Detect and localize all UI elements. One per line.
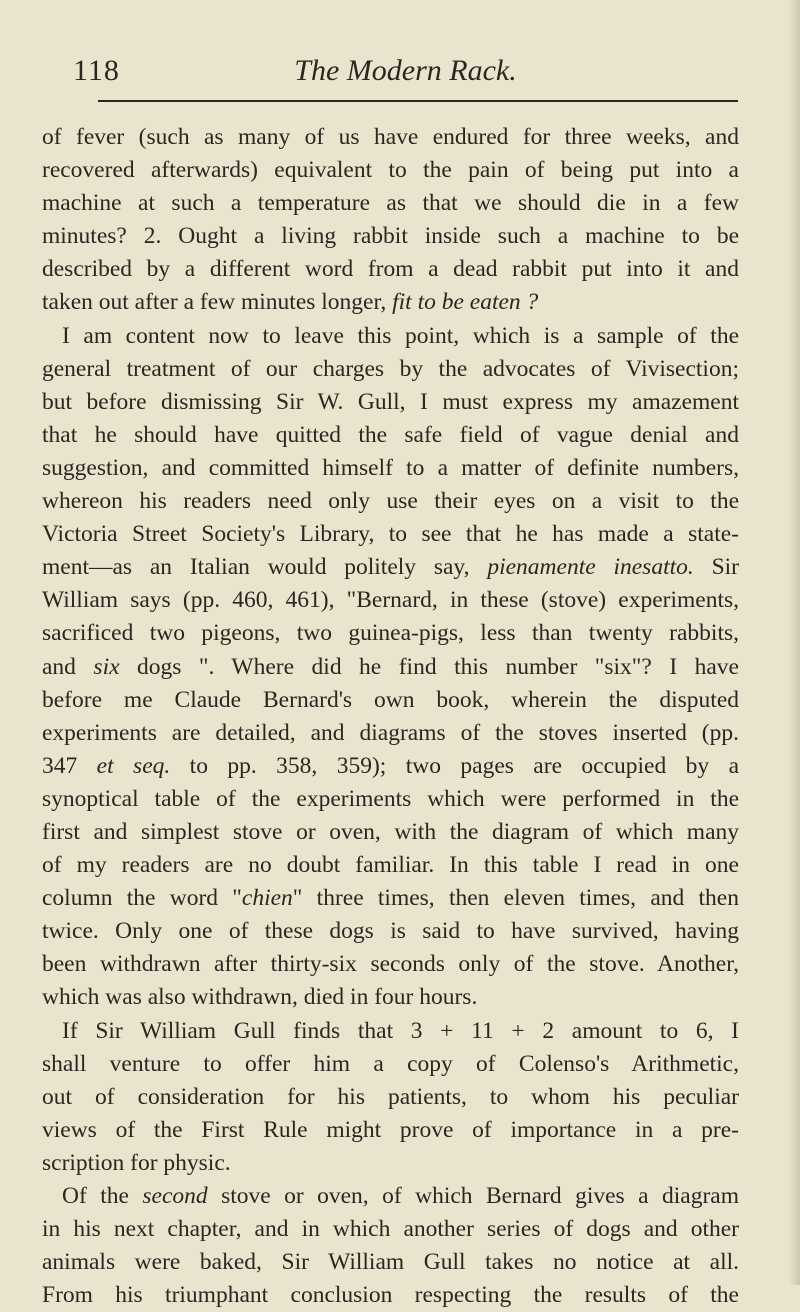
- line-text: William says (pp. 460, 461), "Bernard, in these (stove) experiments,: [42, 587, 739, 614]
- text-line: [42, 485, 739, 518]
- italic-text: chien: [241, 885, 293, 912]
- line-text: " three times, then eleven times, and then: [292, 885, 739, 912]
- text-line: [42, 849, 739, 882]
- text-line: [42, 948, 739, 981]
- text-line: [42, 551, 739, 584]
- text-line: [42, 154, 739, 187]
- italic-text: fit to be eaten ?: [392, 289, 539, 316]
- line-text: general treatment of our charges by the advocates of Vivisection;: [42, 355, 739, 382]
- text-line: [42, 320, 739, 353]
- text-line: [42, 253, 739, 286]
- text-line: [42, 386, 739, 419]
- line-text: recovered afterwards) equivalent to the pain of being put into a: [42, 157, 739, 184]
- line-text: ment—as an Italian would politely say,: [42, 554, 488, 581]
- line-text: dogs ". Where did he find this number "six"? I have: [119, 653, 739, 680]
- italic-text: six: [93, 653, 120, 680]
- line-text: suggestion, and committed himself to a matter of definite numbers,: [42, 454, 739, 481]
- text-line: [42, 286, 739, 319]
- line-text: been withdrawn after thirty-six seconds only of the stove. Another,: [42, 951, 739, 978]
- text-line: [42, 1114, 739, 1147]
- line-text: in his next chapter, and in which another series of dogs and other: [42, 1216, 739, 1243]
- line-text: Victoria Street Society's Library, to see that he has made a state-: [42, 521, 739, 548]
- line-text: synoptical table of the experiments which were performed in the: [42, 785, 739, 812]
- running-title: The Modern Rack.: [294, 54, 517, 87]
- text-line: [42, 783, 739, 816]
- line-text: Of the: [62, 1183, 143, 1209]
- text-line: [42, 1279, 739, 1312]
- text-line: [42, 452, 739, 485]
- italic-text: pienamente inesatto.: [487, 554, 694, 581]
- text-line: [42, 717, 739, 750]
- text-line: [42, 651, 739, 684]
- line-text: of my readers are no doubt familiar. In this table I read in one: [42, 852, 739, 879]
- italic-text: et seq.: [96, 752, 171, 779]
- line-text: of fever (such as many of us have endured for three weeks, and: [42, 124, 739, 150]
- line-text: views of the First Rule might prove of importance in a pre-: [42, 1116, 739, 1143]
- line-text: to pp. 358, 359); two pages are occupied by a: [170, 752, 739, 779]
- line-text: before me Claude Bernard's own book, wherein the disputed: [42, 686, 739, 713]
- line-text: From his triumphant conclusion respecting the results of the: [42, 1282, 739, 1309]
- text-line: [42, 220, 739, 253]
- line-text: column the word ": [42, 885, 242, 912]
- text-line: [42, 1081, 739, 1114]
- text-line: [42, 353, 739, 386]
- text-line: [42, 518, 739, 551]
- line-text: Sir: [693, 554, 739, 581]
- italic-text: second: [142, 1183, 208, 1209]
- line-text: scription for physic.: [42, 1149, 231, 1176]
- text-line: [42, 816, 739, 849]
- text-line: [42, 1180, 739, 1213]
- line-text: first and simplest stove or oven, with the diagram of which many: [42, 818, 739, 845]
- text-line: [42, 1015, 739, 1048]
- line-text: shall venture to offer him a copy of Colenso's Arithmetic,: [42, 1050, 739, 1077]
- line-text: stove or oven, of which Bernard gives a diagram: [207, 1183, 739, 1209]
- line-text: I am content now to leave this point, which is a sample of the: [62, 322, 739, 349]
- line-text: which was also withdrawn, died in four hours.: [42, 984, 478, 1011]
- line-text: and: [42, 653, 94, 680]
- line-text: twice. Only one of these dogs is said to have survived, having: [42, 918, 739, 945]
- page-number: 118: [73, 54, 120, 87]
- line-text: taken out after a few minutes longer,: [42, 289, 393, 316]
- line-text: If Sir William Gull finds that 3 + 11 + 2 amount to 6, I: [62, 1017, 739, 1044]
- line-text: 347: [42, 752, 97, 779]
- line-text: animals were baked, Sir William Gull takes no notice at all.: [42, 1249, 739, 1276]
- text-line: [42, 750, 739, 783]
- text-line: [42, 915, 739, 948]
- text-line: [42, 882, 739, 915]
- line-text: sacrificed two pigeons, two guinea-pigs, less than twenty rabbits,: [42, 620, 739, 647]
- line-text: machine at such a temperature as that we should die in a few: [42, 190, 739, 217]
- text-line: [42, 684, 739, 717]
- text-line: [42, 1048, 739, 1081]
- text-line: [42, 584, 739, 617]
- page-edge-shadow: [788, 0, 800, 1285]
- body-text: [42, 121, 739, 1312]
- line-text: described by a different word from a dead rabbit put into it and: [42, 256, 739, 283]
- line-text: out of consideration for his patients, to whom his peculiar: [42, 1083, 739, 1110]
- text-line: [42, 121, 739, 154]
- text-line: [42, 1213, 739, 1246]
- text-line: [42, 1246, 739, 1279]
- text-line: [42, 981, 739, 1014]
- page-header: [73, 50, 738, 94]
- line-text: whereon his readers need only use their eyes on a visit to the: [42, 488, 739, 515]
- line-text: that he should have quitted the safe field of vague denial and: [42, 421, 739, 448]
- text-line: [42, 617, 739, 650]
- text-line: [42, 187, 739, 220]
- text-line: [42, 1147, 739, 1180]
- line-text: experiments are detailed, and diagrams of the stoves inserted (pp.: [42, 719, 739, 746]
- line-text: but before dismissing Sir W. Gull, I must express my amazement: [42, 388, 739, 415]
- line-text: minutes? 2. Ought a living rabbit inside such a machine to be: [42, 223, 739, 250]
- text-line: [42, 419, 739, 452]
- header-rule: [98, 100, 738, 102]
